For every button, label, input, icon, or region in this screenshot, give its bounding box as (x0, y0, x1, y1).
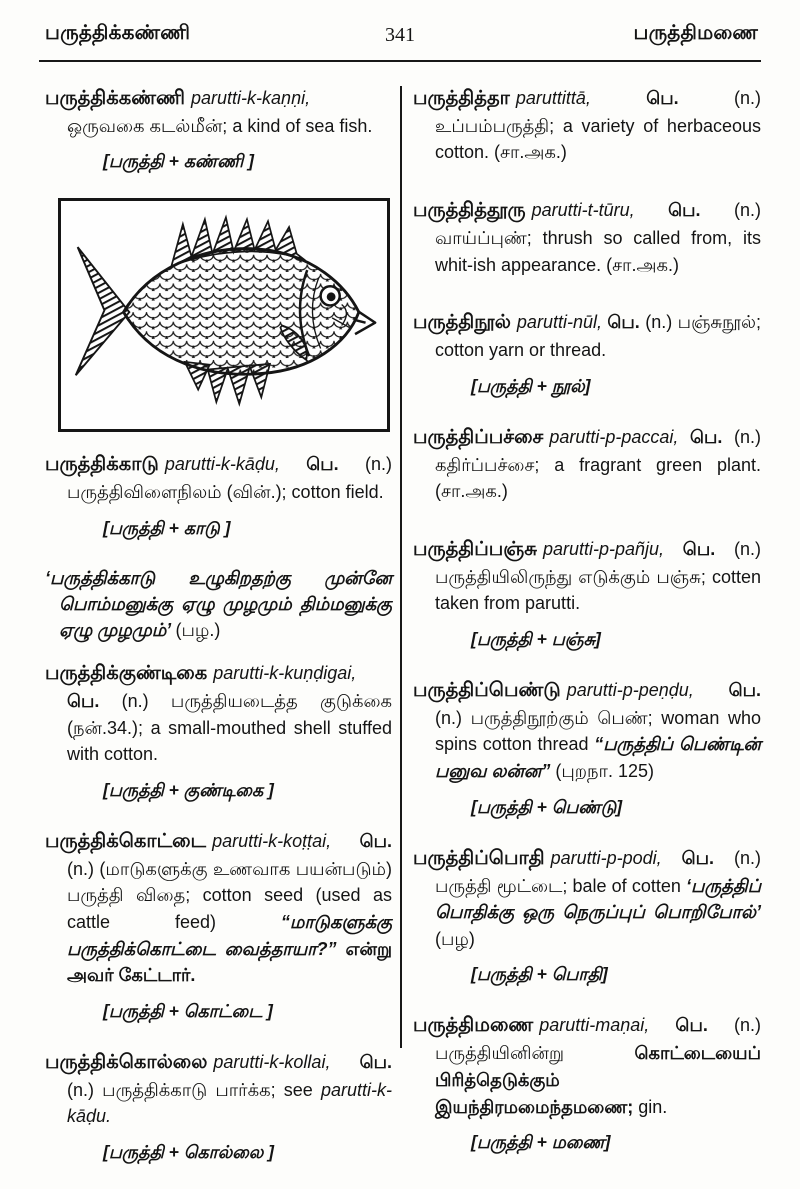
entry-body-text: (n.) பருத்தியினின்று (435, 1015, 761, 1064)
running-head-right: பருத்திமணை (633, 22, 758, 44)
entry-transliteration: parutti-p-peṇḍu, (566, 679, 694, 700)
entry-body-text: gin. (638, 1096, 668, 1117)
entry-etymology: [பருத்தி + கொட்டை ] (103, 1000, 273, 1021)
entry-body-text: பெ. (693, 679, 761, 700)
entry-body-text: பெ. (664, 538, 734, 559)
dictionary-entry (413, 423, 761, 505)
entry-etymology: [பருத்தி + கண்ணி ] (103, 151, 254, 172)
entry-body-text: கொட்டையைப் பிரித்தெடுக்கும் இயந்திரமமைந்தமணை; (435, 1043, 761, 1117)
entry-body-text: (n.) பருத்தி மூட்டை; bale of cotten (435, 847, 761, 896)
entry-body-text: (n.) பருத்திவிளைநிலம் (வின்.); cotton field. (67, 454, 392, 503)
left-column (45, 84, 392, 1189)
quote-text: (பழ.) (175, 620, 221, 641)
fish-tail (76, 248, 130, 376)
entry-etymology: [பருத்தி + பொதி] (471, 964, 608, 985)
entry-body-text: (n.) பருத்தியடைத்த குடுக்கை (நன்.34.); a small-mouthed shell stuffed with cotton. (67, 691, 393, 765)
entry-transliteration: parutti-t-tūru, (531, 200, 635, 221)
header-rule (39, 60, 761, 62)
fish-body (124, 249, 359, 375)
entry-body-text: ‘பருத்திப் பொதிக்கு ஒரு நெருப்புப் பொறிபோல்’ (435, 875, 761, 923)
dictionary-entry (45, 827, 392, 989)
entry-etymology: [பருத்தி + நூல்] (471, 375, 591, 396)
entry-transliteration: parutti-k-kāḍu, (164, 454, 280, 475)
dictionary-entry (413, 844, 761, 953)
entry-body-text: பெ. (330, 1051, 392, 1072)
entry-body-text: (n.) உப்பம்பருத்தி; a variety of herbaceous cotton. (சா.அக.) (435, 88, 761, 163)
entry-etymology: [பருத்தி + பஞ்சு] (471, 628, 601, 649)
entry-headword: பருத்திக்குண்டிகை (45, 662, 208, 685)
column-divider (400, 86, 402, 1048)
entry-body-text: (n.) பருத்தியிலிருந்து எடுக்கும் பஞ்சு; cotten taken from parutti. (435, 538, 761, 614)
entry-body-text: பெ. (601, 312, 646, 333)
proverb-quote (45, 565, 392, 643)
entry-body-text: (n.) பருத்திநூற்கும் பெண்; woman who spins cotton thread (435, 707, 761, 755)
entry-headword: பருத்திக்கொட்டை (45, 829, 207, 852)
entry-headword: பருத்திப்பச்சை (413, 425, 544, 448)
entry-body-text: (n.) கதிர்ப்பச்சை; a fragrant green plant. (சா.அக.) (435, 426, 761, 502)
entry-body-text: (n.) வாய்ப்புண்; thrush so called from, its whit-ish appearance. (சா.அக.) (435, 200, 761, 275)
dictionary-entry (45, 84, 392, 139)
quote-text: ‘பருத்திக்காடு உழுகிறதற்கு முன்னே பொம்மனுக்கு ஏழு முழமும் திம்மனுக்கு ஏழு முழமும்’ (45, 567, 392, 641)
entry-body-text: பெ. (67, 691, 122, 712)
entry-headword: பருத்திப்பஞ்சு (413, 537, 537, 560)
entry-headword: பருத்திப்பொதி (413, 846, 545, 869)
entry-headword: பருத்திக்கண்ணி (45, 87, 186, 109)
entry-headword: பருத்தித்தா (413, 87, 510, 109)
dictionary-entry (45, 450, 392, 505)
entry-etymology: [பருத்தி + காடு ] (103, 517, 231, 538)
entry-etymology: [பருத்தி + மணை] (471, 1132, 611, 1153)
entry-transliteration: parutti-p-paccai, (549, 426, 679, 447)
dictionary-entry (413, 676, 761, 785)
dictionary-entry (413, 535, 761, 617)
entry-body-text: (n.) (மாடுகளுக்கு உணவாக பயன்படும்) பருத்தி விதை; cotton seed (used as cattle feed) (67, 858, 392, 933)
dictionary-entry (413, 308, 761, 363)
entry-transliteration: parutti-k-kollai, (213, 1051, 331, 1072)
entry-body-text: பெ. (590, 88, 734, 108)
entry-body-text: பெ. (279, 454, 365, 475)
fish-figure (58, 198, 390, 432)
entry-etymology: [பருத்தி + குண்டிகை ] (103, 779, 274, 800)
dictionary-entry (413, 1011, 761, 1120)
entry-headword: பருத்திக்காடு (45, 453, 159, 476)
entry-body-text: பெ. (678, 426, 734, 447)
dictionary-entry (413, 196, 761, 278)
right-column (413, 84, 761, 1179)
entry-body-text: பெ. (634, 200, 734, 221)
entry-transliteration: parutti-nūl, (516, 312, 602, 333)
entry-body-text: (பழ) (435, 928, 475, 949)
entry-etymology: [பருத்தி + பெண்டு] (471, 796, 623, 817)
entry-etymology: [பருத்தி + கொல்லை ] (103, 1142, 275, 1163)
entry-body-text: ஒருவகை கடல்மீன்; a kind of sea fish. (67, 115, 373, 136)
entry-transliteration: parutti-k-koṭṭai, (212, 830, 332, 851)
dictionary-entry (45, 1048, 392, 1130)
entry-body-text: (n.) பருத்திக்காடு பார்க்க; see (67, 1079, 321, 1100)
entry-body-text: “பருத்திப் பெண்டின் பனுவ லன்ன” (435, 734, 761, 782)
entry-transliteration: parutti-k-kuṇḍigai, (213, 663, 357, 684)
entry-body-text: “மாடுகளுக்கு பருத்திக்கொட்டை வைத்தாயா?” (67, 912, 392, 959)
entry-body-text: பெ. (649, 1015, 734, 1036)
entry-body-text: parutti-k-kāḍu. (67, 1079, 392, 1127)
entry-headword: பருத்தித்தூரு (413, 199, 526, 222)
fish-illustration (65, 205, 383, 425)
entry-body-text: பெ. (331, 830, 392, 851)
entry-transliteration: parutti-maṇai, (539, 1015, 650, 1036)
entry-headword: பருத்திமணை (413, 1014, 534, 1037)
entry-transliteration: parutti-p-pañju, (542, 538, 665, 559)
dictionary-entry (45, 659, 392, 768)
entry-body-text: பெ. (661, 847, 734, 868)
page-number: 341 (385, 24, 415, 46)
entry-headword: பருத்திப்பெண்டு (413, 678, 561, 701)
entry-body-text: என்று அவர் கேட்டார். (67, 938, 392, 986)
entry-transliteration: parutti-p-podi, (550, 847, 662, 868)
entry-body-text: (புறநா. 125) (555, 761, 654, 782)
entry-headword: பருத்திக்கொல்லை (45, 1050, 208, 1073)
entry-headword: பருத்திநூல் (413, 311, 511, 334)
entry-body-text: (n.) பஞ்சுநூல்; cotton yarn or thread. (435, 312, 761, 361)
dictionary-entry (413, 84, 761, 166)
entry-transliteration: parutti-k-kaṇṇi, (191, 88, 311, 108)
fish-pupil (327, 293, 336, 302)
running-head-left: பருத்திக்கண்ணி (45, 22, 191, 44)
entry-transliteration: paruttittā, (515, 88, 591, 108)
